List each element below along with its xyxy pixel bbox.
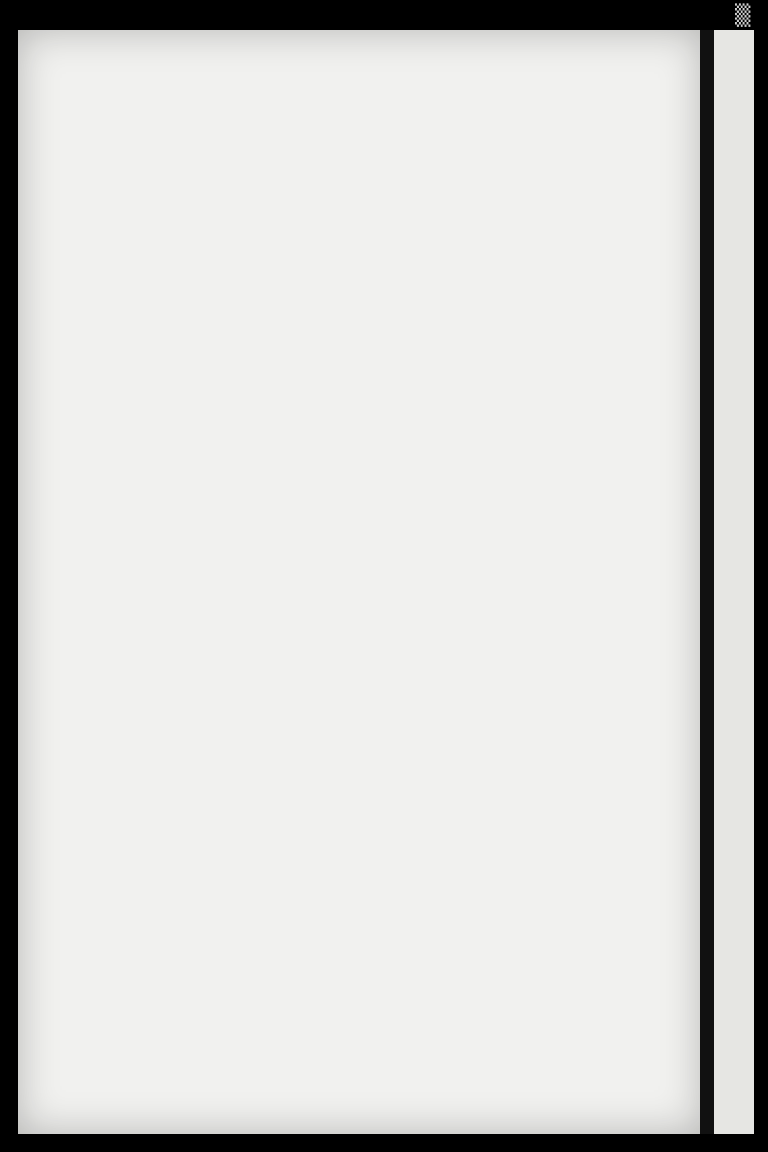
next-page-edge bbox=[714, 30, 754, 1134]
corner-mark: ▒ bbox=[735, 3, 751, 27]
book-spine bbox=[700, 30, 714, 1134]
document-page bbox=[18, 30, 702, 1134]
